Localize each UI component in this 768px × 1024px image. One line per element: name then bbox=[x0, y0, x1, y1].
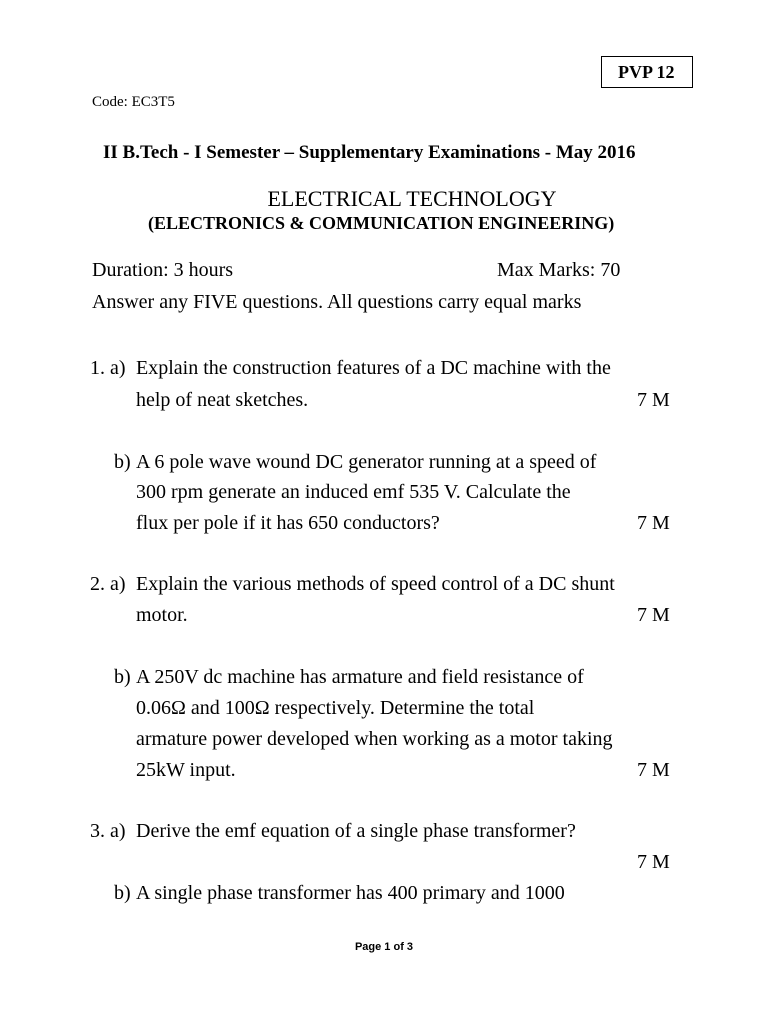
page-number: Page 1 of 3 bbox=[354, 941, 414, 953]
subject-title: ELECTRICAL TECHNOLOGY bbox=[267, 186, 557, 211]
question-3a-line1: Derive the emf equation of a single phase transformer? bbox=[136, 820, 576, 842]
question-2a-line2: motor. bbox=[136, 604, 188, 626]
question-1a-label: 1. a) bbox=[90, 357, 126, 379]
question-2b-line4: 25kW input. bbox=[136, 759, 236, 781]
question-3b-label: b) bbox=[114, 882, 131, 904]
instructions: Answer any FIVE questions. All questions carry equal marks bbox=[92, 291, 582, 313]
question-1b-line1: A 6 pole wave wound DC generator running at a speed of bbox=[136, 451, 597, 473]
branch-title: (ELECTRONICS & COMMUNICATION ENGINEERING) bbox=[148, 213, 615, 233]
question-2a-line1: Explain the various methods of speed control of a DC shunt bbox=[136, 573, 615, 595]
question-2b-line3: armature power developed when working as a motor taking bbox=[136, 728, 613, 750]
question-2b-line1: A 250V dc machine has armature and field resistance of bbox=[136, 666, 584, 688]
question-3a-marks: 7 M bbox=[637, 851, 670, 873]
question-1a-line1: Explain the construction features of a DC machine with the bbox=[136, 357, 611, 379]
question-2b-label: b) bbox=[114, 666, 131, 688]
question-1a-marks: 7 M bbox=[637, 389, 670, 411]
max-marks: Max Marks: 70 bbox=[497, 259, 621, 281]
question-3a-label: 3. a) bbox=[90, 820, 126, 842]
course-code: Code: EC3T5 bbox=[92, 94, 175, 110]
paper-code-box: PVP 12 bbox=[601, 56, 693, 88]
question-1b-label: b) bbox=[114, 451, 131, 473]
duration: Duration: 3 hours bbox=[92, 259, 234, 281]
question-1a-line2: help of neat sketches. bbox=[136, 389, 309, 411]
exam-title: II B.Tech - I Semester – Supplementary Examinations - May 2016 bbox=[103, 142, 636, 163]
question-3b-line1: A single phase transformer has 400 primary and 1000 bbox=[136, 882, 565, 904]
question-1b-marks: 7 M bbox=[637, 512, 670, 534]
question-2b-marks: 7 M bbox=[637, 759, 670, 781]
question-1b-line3: flux per pole if it has 650 conductors? bbox=[136, 512, 440, 534]
question-2b-line2: 0.06Ω and 100Ω respectively. Determine the total bbox=[136, 697, 535, 719]
question-1b-line2: 300 rpm generate an induced emf 535 V. Calculate the bbox=[136, 481, 571, 503]
question-2a-label: 2. a) bbox=[90, 573, 126, 595]
question-2a-marks: 7 M bbox=[637, 604, 670, 626]
